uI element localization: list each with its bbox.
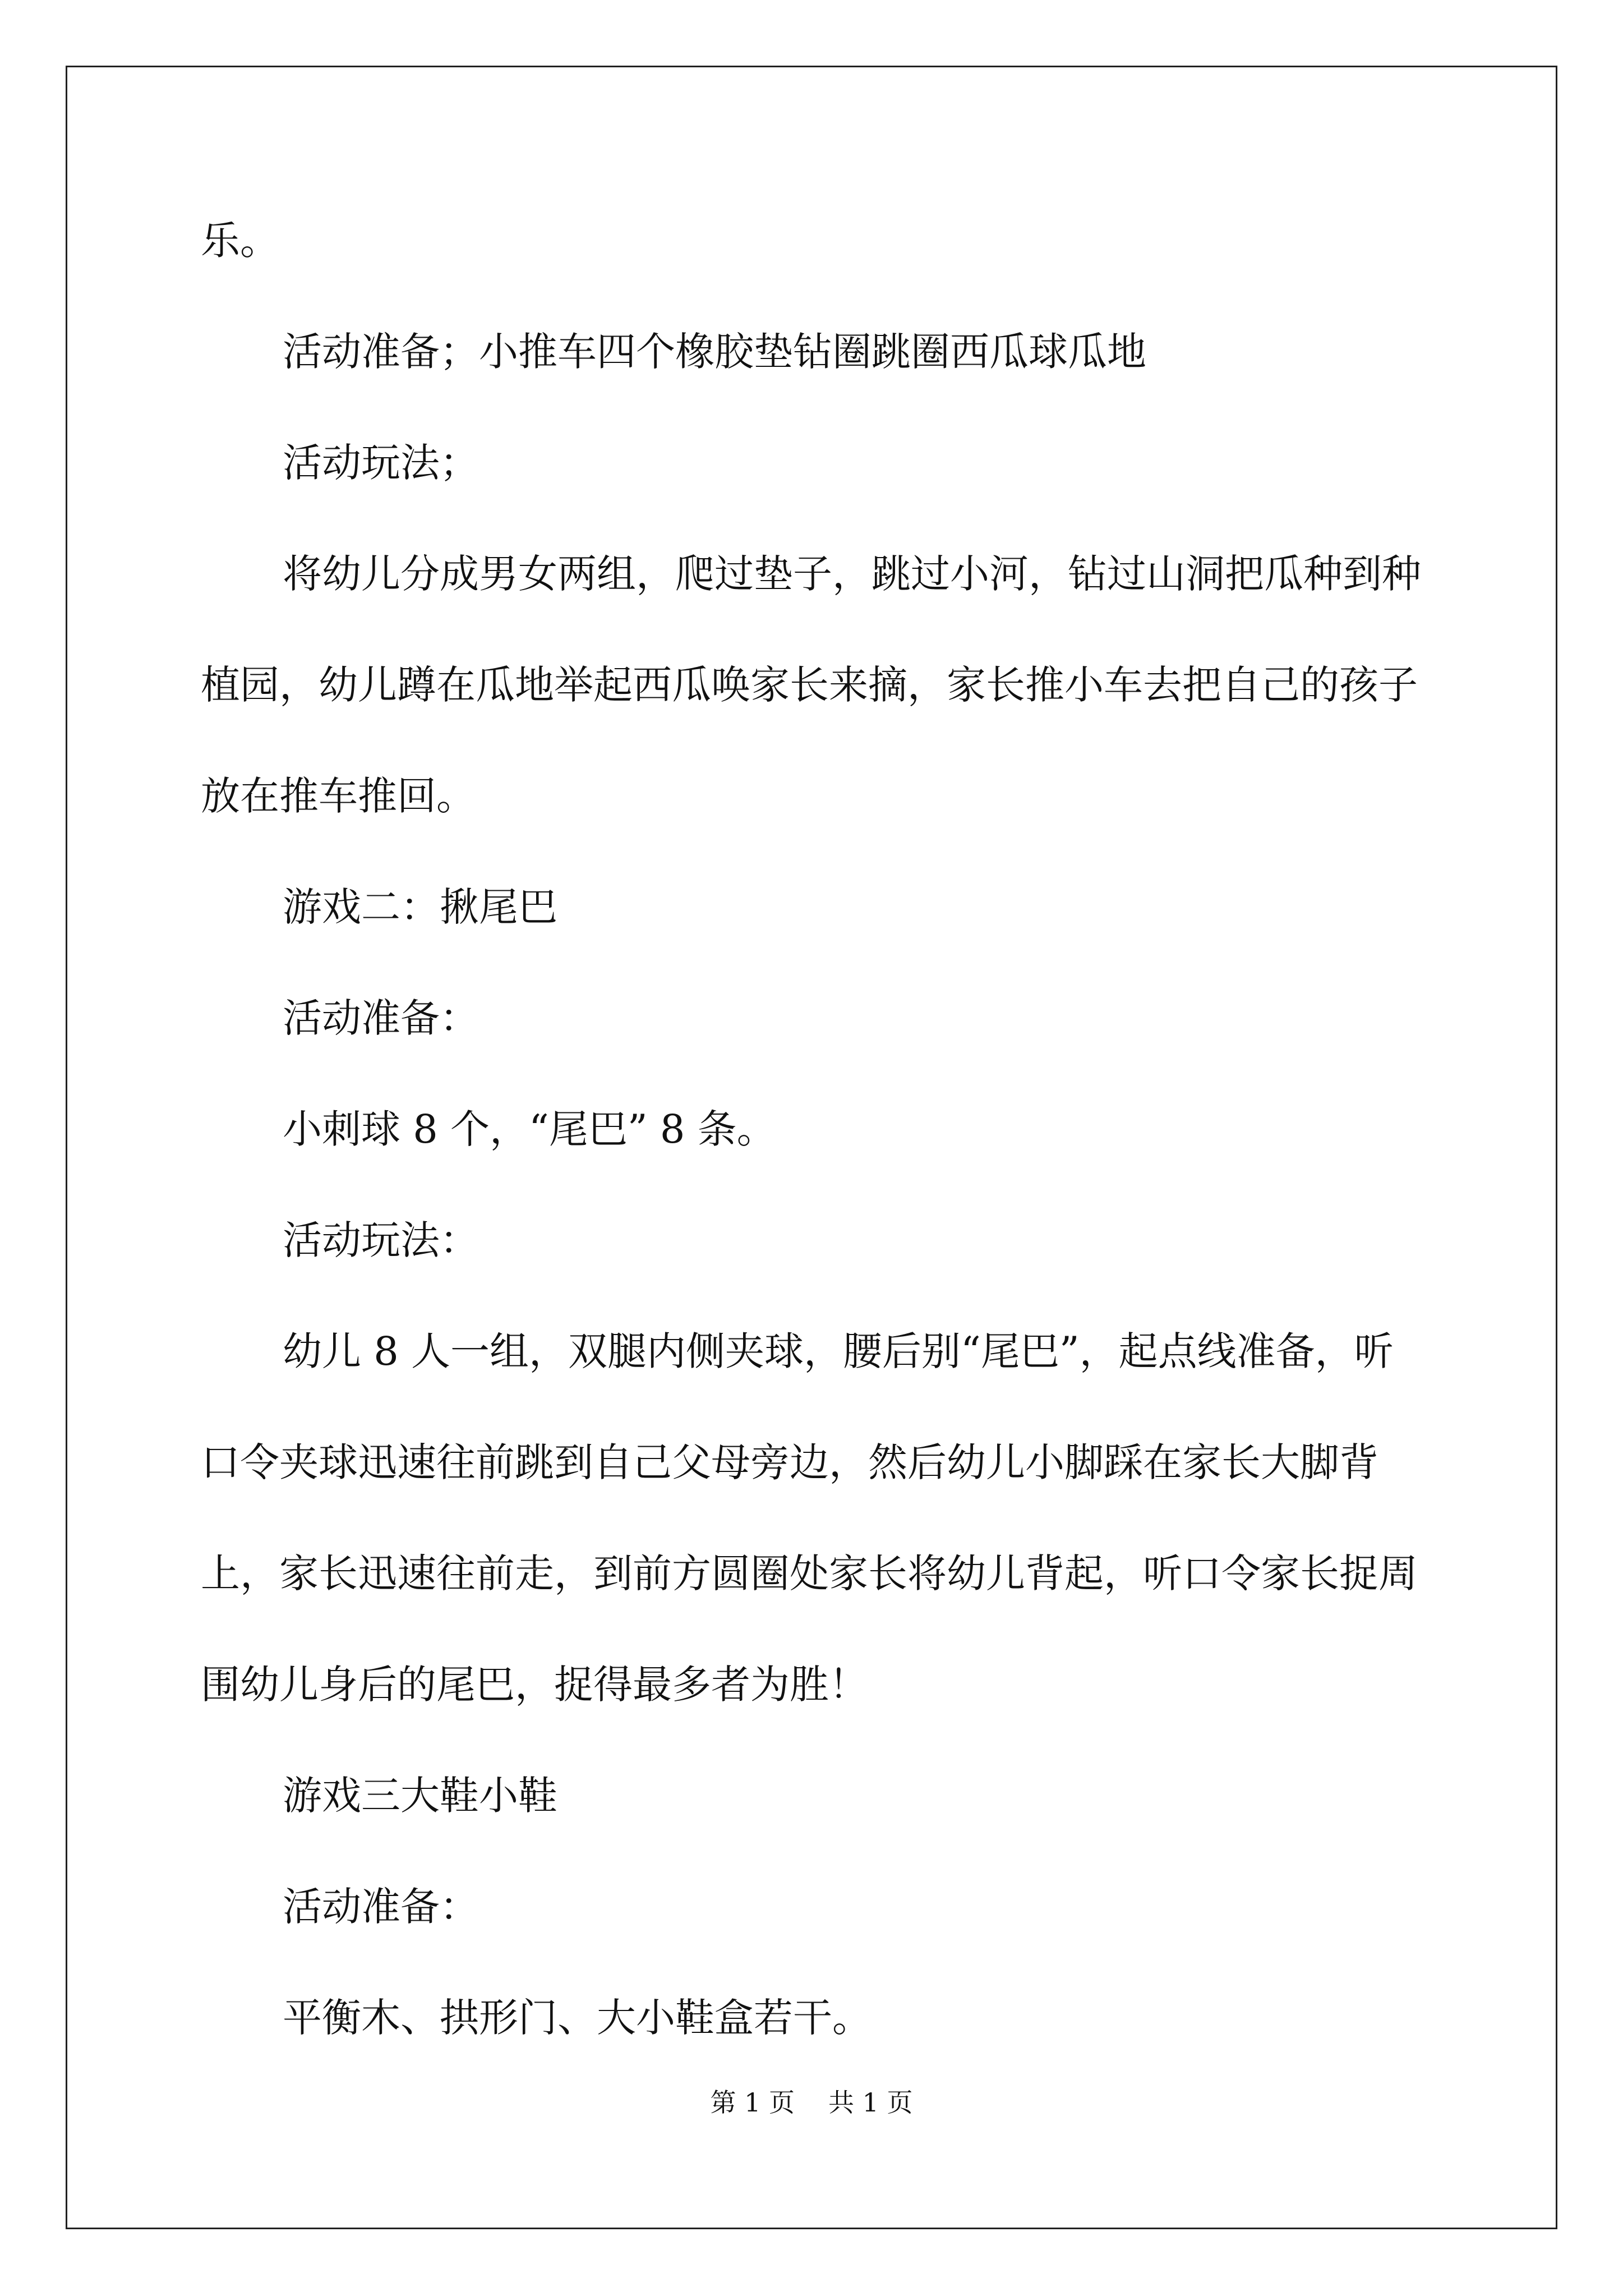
section-heading: 游戏二：揪尾巴: [283, 884, 557, 930]
page-total: 共 1 页: [828, 2087, 913, 2118]
page-footer: [0, 2086, 1623, 2119]
paragraph: 幼儿 8 人一组，双腿内侧夹球，腰后别“尾巴”，起点线准备，听口令夹球迅速往前跳到自己父母旁边，然后幼儿小脚踩在家长大脚背上，家长迅速往前走，到前方圆圈处家长将幼儿背起，听口令家长捉周围幼儿身后的尾巴，捉得最多者为胜！: [201, 1328, 1418, 1708]
section-heading: 游戏三大鞋小鞋: [283, 1773, 557, 1819]
paragraph: 小刺球 8 个，“尾巴” 8 条。: [283, 1106, 776, 1152]
page-number: 第 1 页: [710, 2087, 795, 2118]
document-body: [201, 185, 1429, 2073]
paragraph: 平衡木、拱形门、大小鞋盒若干。: [283, 1995, 872, 2041]
paragraph: 将幼儿分成男女两组，爬过垫子，跳过小河，钻过山洞把瓜种到种植园，幼儿蹲在瓜地举起西瓜唤家长来摘，家长推小车去把自己的孩子放在推车推回。: [201, 551, 1421, 819]
paragraph: 活动准备：: [283, 1884, 479, 1930]
paragraph: 活动玩法；: [283, 440, 479, 486]
paragraph: 活动准备；小推车四个橡胶垫钻圈跳圈西瓜球瓜地: [283, 329, 1146, 375]
paragraph: 活动玩法：: [283, 1217, 479, 1263]
paragraph: 乐。: [201, 218, 279, 264]
paragraph: 活动准备：: [283, 995, 479, 1041]
